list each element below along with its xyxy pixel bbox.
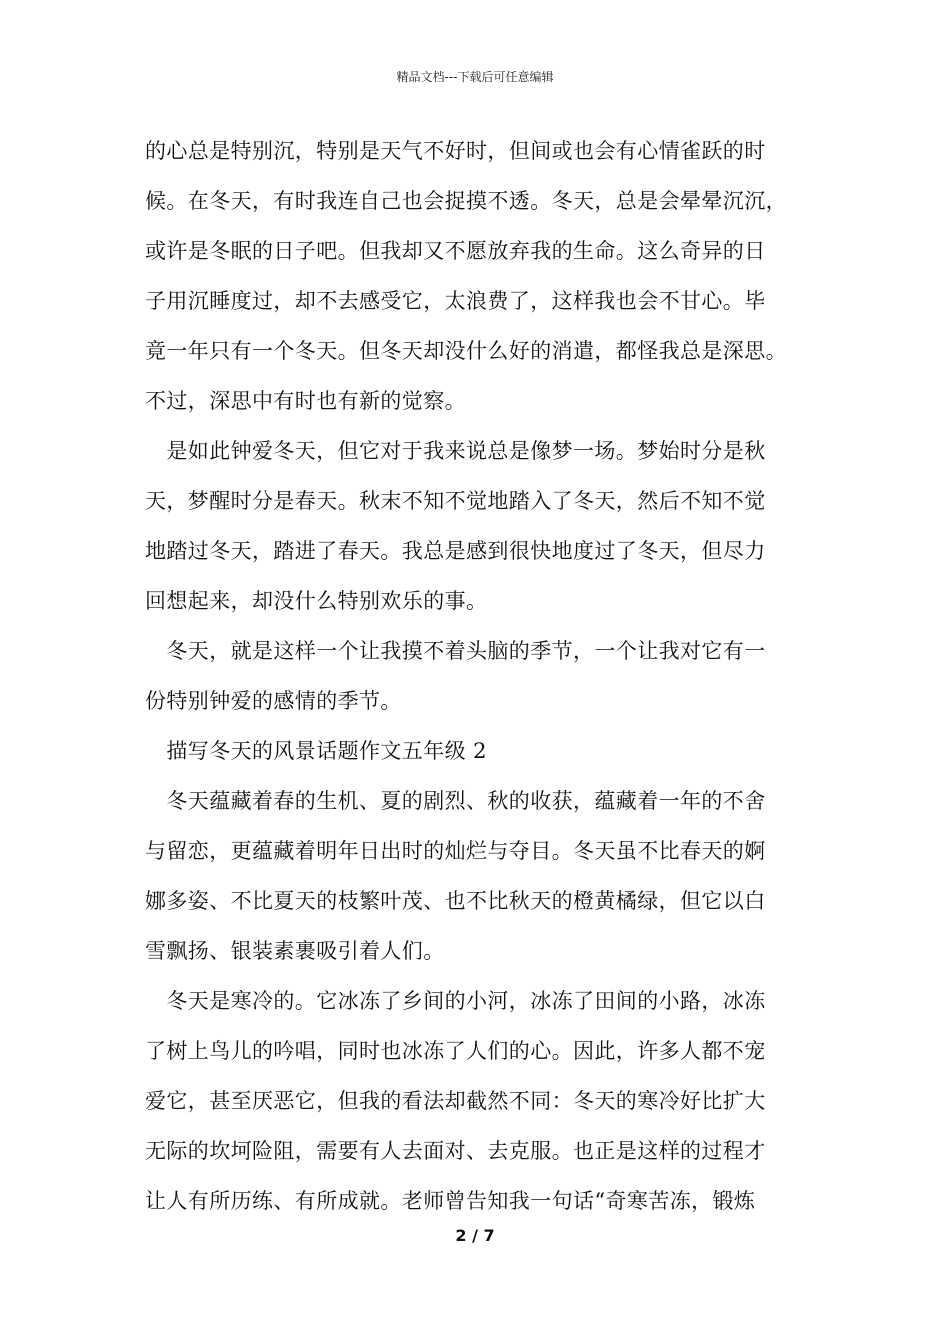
text-line: 爱它，甚至厌恶它，但我的看法却截然不同：冬天的寒冷好比扩大 xyxy=(145,1089,766,1113)
text-line: 子用沉睡度过，却不去感受它，太浪费了，这样我也会不甘心。毕 xyxy=(145,289,766,313)
page-number: 2 / 7 xyxy=(455,1226,495,1245)
text-line: 让人有所历练、有所成就。老师曾告知我一句话“奇寒苦冻，锻炼 xyxy=(145,1189,756,1213)
page-header: 精品文档---下载后可任意编辑 xyxy=(396,70,554,84)
text-line: 与留恋，更蕴藏着明年日出时的灿烂与夺目。冬天虽不比春天的婀 xyxy=(145,839,766,863)
text-line: 冬天，就是这样一个让我摸不着头脑的季节，一个让我对它有一 xyxy=(145,639,766,663)
section-heading: 描写冬天的风景话题作文五年级 2 xyxy=(145,739,487,763)
text-line: 是如此钟爱冬天，但它对于我来说总是像梦一场。梦始时分是秋 xyxy=(145,439,766,463)
text-line: 或许是冬眠的日子吧。但我却又不愿放弃我的生命。这么奇异的日 xyxy=(145,239,766,263)
text-line: 不过，深思中有时也有新的觉察。 xyxy=(145,389,466,413)
text-line: 竟一年只有一个冬天。但冬天却没什么好的消遣，都怪我总是深思。 xyxy=(145,339,787,363)
text-line: 了树上鸟儿的吟唱，同时也冰冻了人们的心。因此，许多人都不宠 xyxy=(145,1039,766,1063)
text-line: 的心总是特别沉，特别是天气不好时，但间或也会有心情雀跃的时 xyxy=(145,139,766,163)
body-text xyxy=(145,126,810,1226)
text-line: 地踏过冬天，踏进了春天。我总是感到很快地度过了冬天，但尽力 xyxy=(145,539,766,563)
text-line: 天，梦醒时分是春天。秋末不知不觉地踏入了冬天，然后不知不觉 xyxy=(145,489,766,513)
text-line: 回想起来，却没什么特别欢乐的事。 xyxy=(145,589,488,613)
text-line: 雪飘扬、银装素裹吸引着人们。 xyxy=(145,939,445,963)
text-line: 无际的坎坷险阻，需要有人去面对、去克服。也正是这样的过程才 xyxy=(145,1139,766,1163)
text-line: 冬天蕴藏着春的生机、夏的剧烈、秋的收获，蕴藏着一年的不舍 xyxy=(145,789,766,813)
text-line: 冬天是寒冷的。它冰冻了乡间的小河，冰冻了田间的小路，冰冻 xyxy=(145,989,766,1013)
text-line: 娜多姿、不比夏天的枝繁叶茂、也不比秋天的橙黄橘绿，但它以白 xyxy=(145,889,766,913)
text-line: 候。在冬天，有时我连自己也会捉摸不透。冬天，总是会晕晕沉沉， xyxy=(145,189,787,213)
text-line: 份特别钟爱的感情的季节。 xyxy=(145,689,402,713)
